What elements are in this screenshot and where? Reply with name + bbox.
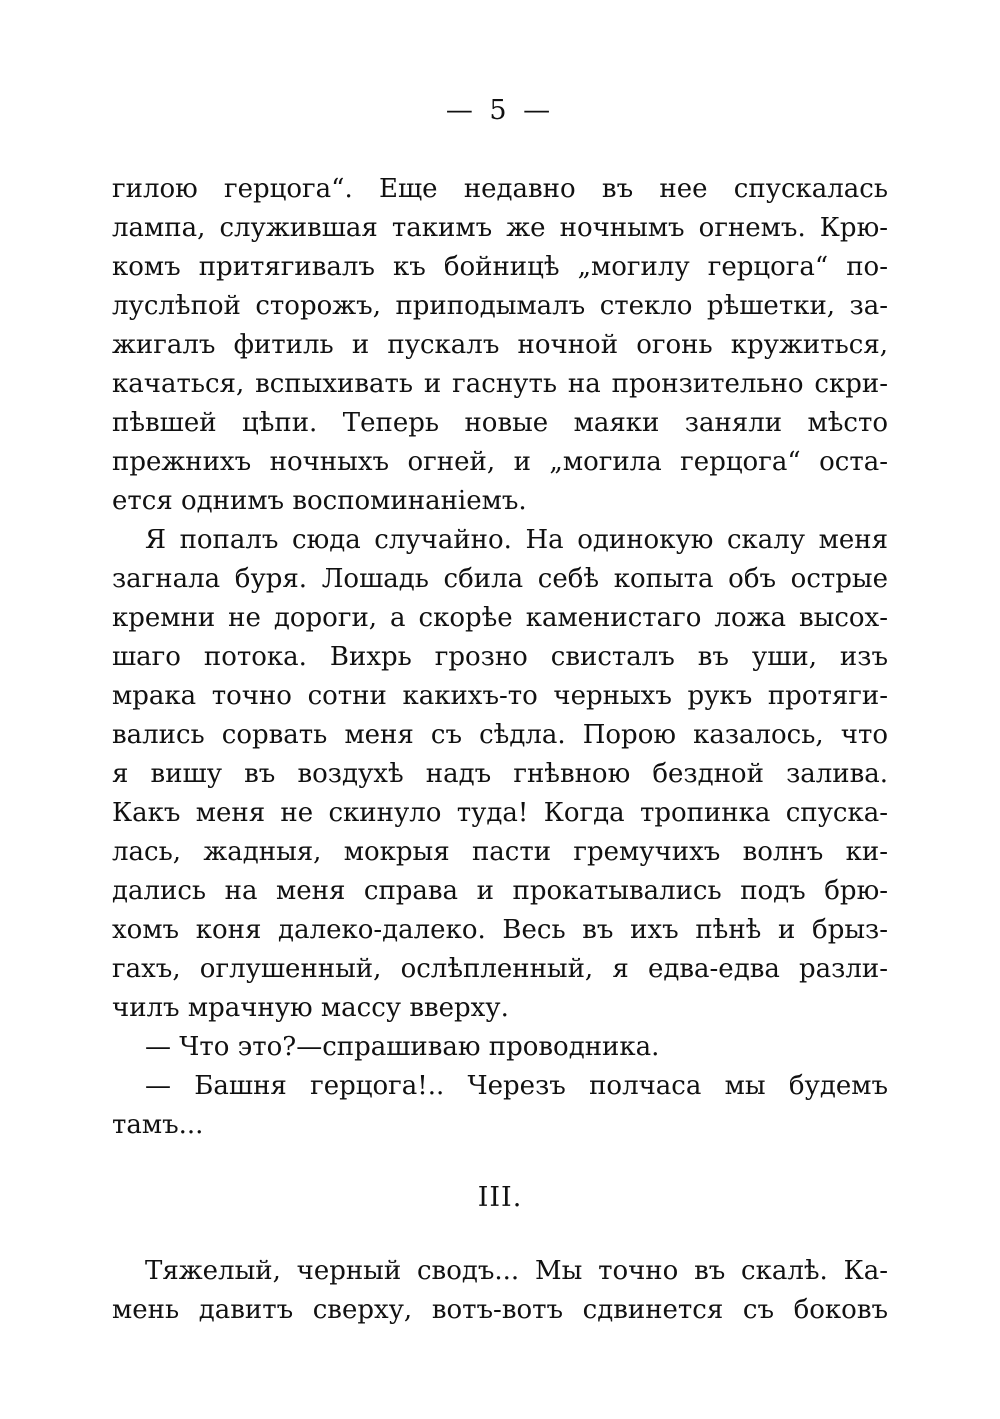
text-line: загнала буря. Лошадь сбила себѣ копыта объ острые [112, 564, 888, 594]
text-line: комъ притягивалъ къ бойницѣ „могилу герцога“ по- [112, 252, 888, 282]
text-line: шаго потока. Вихрь грозно свисталъ въ уши, изъ [112, 642, 888, 672]
text-line: хомъ коня далеко-далеко. Весь въ ихъ пѣнѣ и брыз- [112, 915, 888, 945]
text-line: луслѣпой сторожъ, приподымалъ стекло рѣшетки, за- [112, 291, 888, 321]
text-line: Какъ меня не скинуло туда! Когда тропинка спуска- [112, 798, 888, 828]
text-line: мрака точно сотни какихъ-то черныхъ рукъ протяги- [112, 681, 888, 711]
text-line: жигалъ фитиль и пускалъ ночной огонь кружиться, [112, 330, 888, 360]
page-number: — 5 — [445, 95, 555, 126]
text-line: кремни не дороги, а скорѣе каменистаго ложа высох- [112, 603, 888, 633]
text-line: гахъ, оглушенный, ослѣпленный, я едва-едва разли- [112, 954, 888, 984]
text-line: Я попалъ сюда случайно. На одинокую скалу меня [145, 525, 888, 555]
text-line: тамъ... [112, 1110, 204, 1140]
text-line: — Что это?—спрашиваю проводника. [145, 1032, 660, 1062]
text-line: дались на меня справа и прокатывались подъ брю- [112, 876, 888, 906]
text-line: я вишу въ воздухѣ надъ гнѣвною бездной залива. [112, 759, 888, 789]
section-heading: III. [477, 1182, 523, 1213]
text-line: лампа, служившая такимъ же ночнымъ огнемъ. Крю- [112, 213, 888, 243]
text-line: пѣвшей цѣпи. Теперь новые маяки заняли мѣсто [112, 408, 888, 438]
text-line: Тяжелый, черный сводъ... Мы точно въ скалѣ. Ка- [145, 1256, 888, 1286]
text-line: ется однимъ воспоминаніемъ. [112, 486, 527, 516]
text-line: лась, жадныя, мокрыя пасти гремучихъ волнъ ки- [112, 837, 888, 867]
text-line: вались сорвать меня съ сѣдла. Порою казалось, что [112, 720, 888, 750]
text-line: — Башня герцога!.. Черезъ полчаса мы будемъ [145, 1071, 888, 1101]
text-line: мень давитъ сверху, вотъ-вотъ сдвинется съ боковъ [112, 1295, 888, 1325]
text-line: чилъ мрачную массу вверху. [112, 993, 509, 1023]
text-line: прежнихъ ночныхъ огней, и „могила герцога“ оста- [112, 447, 888, 477]
text-line: гилою герцога“. Еще недавно въ нее спускалась [112, 174, 888, 204]
text-line: качаться, вспыхивать и гаснуть на пронзительно скри- [112, 369, 888, 399]
